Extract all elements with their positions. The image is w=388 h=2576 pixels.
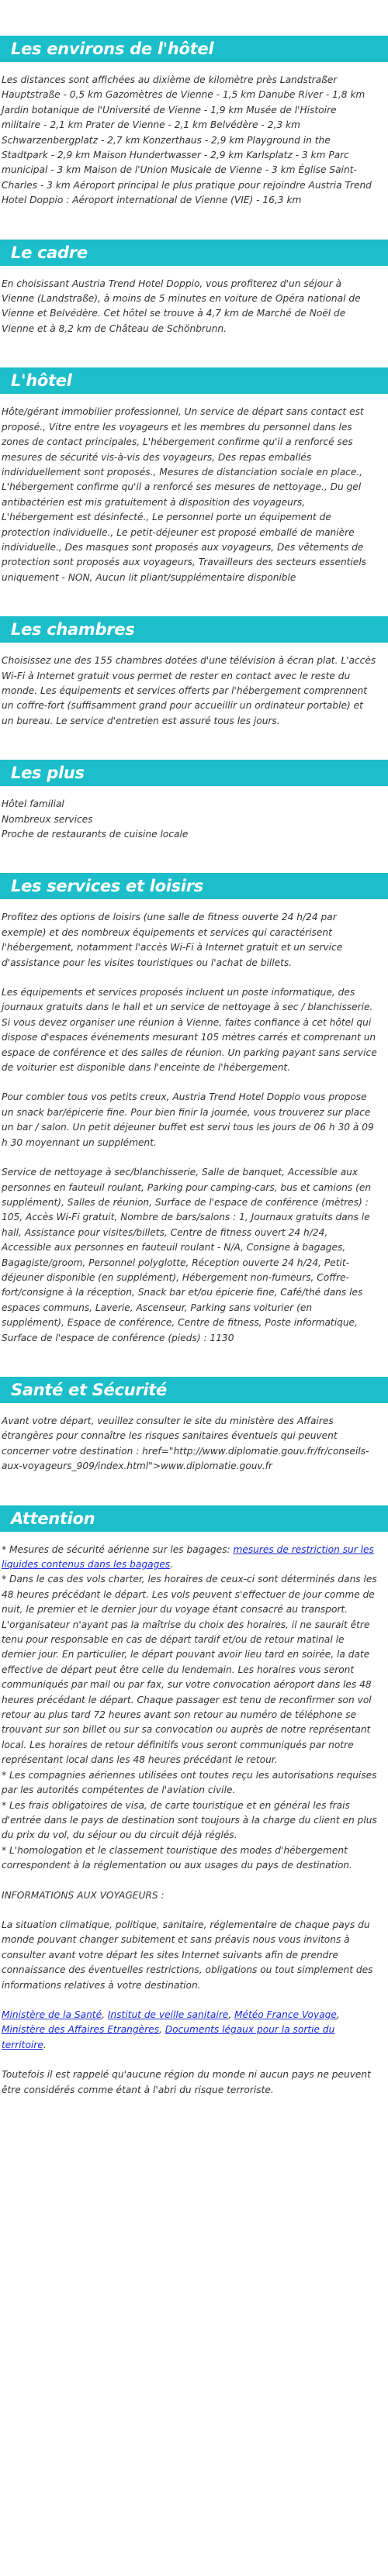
services-paragraph: Service de nettoyage à sec/blanchisserie, Salle de banquet, Accessible aux personnes en fauteuil roulant, Parking pour camping-cars, bus et camions (en supplément), Salles de réunion, Surface de l'espace de conférence (mètres) : 105, Accès Wi-Fi gratuit, Nombre de bars/salons : 1, Journaux gratuits dans le hall, Assistance pour visites/billets, Centre de fitness ouvert 24 h/24, Accessible aux personnes en fauteuil roulant - N/A, Consigne à bagages, Bagagiste/groom, Personnel polyglotte, Réception ouverte 24 h/24, Petit-déjeuner disponible (en supplément), Hébergement non-fumeurs, Coffre-fort/consigne à la réception, Snack bar et/ou épicerie fine, Café/thé dans les espaces communs, Laverie, Ascenseur, Parking sans voiturier (en supplément), Espace de conférence, Centre de fitness, Poste informatique, Surface de l'espace de conférence (pieds) : 1130 [2, 1167, 372, 1343]
info-links [2, 2008, 377, 2053]
section-body [0, 910, 388, 1346]
section-cadre [0, 209, 388, 337]
section-body [0, 277, 388, 337]
section-services [0, 842, 388, 1346]
section-title: Les plus [11, 764, 85, 783]
section-body [0, 653, 388, 729]
info-heading: INFORMATIONS AUX VOYAGEURS : [2, 1889, 165, 1901]
link-separator: , [228, 2009, 234, 2020]
section-banner [0, 873, 388, 899]
link-ministere-sante[interactable]: Ministère de la Santé [2, 2009, 102, 2020]
hotel-text: Hôte/gérant immobilier professionnel, Un service de départ sans contact est proposé., Vitre entre les voyageurs et les membres du personnel dans les zones de contact principales, L'hébergement confirme qu'il a renforcé ses mesures de sécurité vis-à-vis des voyageurs, Des repas emballés individuellement sont proposés., Mesures de distanciation sociale en place., L'hébergement confirme qu'il a renforcé ses mesures de nettoyage., Du gel antibactérien est mis gratuitement à disposition des voyageurs, L'hébergement est désinfecté., Le personnel porte un équipement de protection individuelle., Le petit-déjeuner est proposé emballé de manière individuelle., Des masques sont proposés aux voyageurs, Des vêtements de protection sont proposés aux voyageurs, Travailleurs des secteurs essentiels uniquement - NON, Aucun lit pliant/supplémentaire disponible [2, 406, 367, 583]
environs-text: Les distances sont affichées au dixième de kilomètre près Landstraßer Hauptstraße - 0,5 km Gazomètres de Vienne - 1,5 km Danube River - 1,8 km Jardin botanique de l'Université de Vienne - 1,9 km Musée de l'Histoire militaire - 2,1 km Prater de Vienne - 2,1 km Belvédère - 2,3 km Schwarzenbergplatz - 2,7 km Konzerthaus - 2,9 km Playground in the Stadtpark - 2,9 km Maison Hundertwasser - 2,9 km Karlsplatz - 3 km Parc municipal - 3 km Maison de l'Union Musicale de Vienne - 3 km Église Saint-Charles - 3 km Aéroport principal le plus pratique pour rejoindre Austria Trend Hotel Doppio : Aéroport international de Vienne (VIE) - 16,3 km [2, 74, 372, 206]
section-sante [0, 1346, 388, 1474]
link-separator: , [158, 2024, 165, 2036]
section-banner [0, 367, 388, 394]
section-banner [0, 1505, 388, 1532]
section-title: Les services et loisirs [11, 877, 203, 896]
cadre-text: En choisissant Austria Trend Hotel Doppio, vous profiterez d'un séjour à Vienne (Landstraße), à moins de 5 minutes en voiture de Opéra national de Vienne et Belvédère. Cet hôtel se trouve à 4,7 km de Marché de Noël de Vienne et à 8,2 km de Château de Schönbrunn. [2, 278, 361, 334]
link-documents-legaux[interactable]: Documents légaux pour la sortie du territoire [2, 2024, 335, 2050]
chambres-text: Choisissez une des 155 chambres dotées d'une télévision à écran plat. L'accès Wi-Fi à Internet gratuit vous permet de rester en contact avec le reste du monde. Les équipements et services offerts par l'hébergement comprennent un coffre-fort (suffisamment grand pour accueillir un ordinateur portable) et un bureau. Le service d'entretien est assuré tous les jours. [2, 655, 376, 726]
links-end: . [43, 2039, 47, 2050]
section-title: Les environs de l'hôtel [11, 40, 214, 58]
attention-intro-prefix: * Mesures de sécurité aérienne sur les bagages: [2, 1543, 234, 1555]
section-body [0, 73, 388, 209]
services-paragraph: Les équipements et services proposés incluent un poste informatique, des journaux gratuits dans le hall et un service de nettoyage à sec / blanchisserie. Si vous devez organiser une réunion à Vienne, faites confiance à cet hôtel qui dispose d'espaces événements mesurant 105 mètres carrés et comprenant un espace de conférence et des salles de réunion. Un parking payant sans service de voiturier est disponible dans l'enceinte de l'hébergement. [2, 987, 377, 1074]
services-paragraph: Pour combler tous vos petits creux, Austria Trend Hotel Doppio vous propose un snack bar/épicerie fine. Pour bien finir la journée, vous trouverez sur place un bar / salon. Un petit déjeuner buffet est servi tous les jours de 06 h 30 à 09 h 30 moyennant un supplément. [2, 1091, 374, 1148]
section-title: Les chambres [11, 620, 135, 640]
link-separator: , [102, 2009, 108, 2020]
section-hotel [0, 336, 388, 585]
section-chambres [0, 585, 388, 729]
info-text: La situation climatique, politique, sanitaire, réglementaire de chaque pays du monde pouvant changer subitement et sans préavis nous vous invitons à consulter avant votre départ les sites Internet suivants afin de prendre connaissance des éventuelles restrictions, obligations ou tout simplement des informations relatives à votre destination. [2, 1919, 373, 1991]
section-title: Santé et Sécurité [11, 1380, 167, 1399]
list-item: Nombreux services [2, 813, 93, 825]
attention-line: * Dans le cas des vols charter, les horaires de ceux-ci sont déterminés dans les 48 heures précédant le départ. Les vols peuvent s'effectuer de jour comme de nuit, le premier et le dernier jour du voyage étant consacré au transport. L'organisateur n'ayant pas la maîtrise du choix des horaires, il ne saurait être tenu pour responsable en cas de départ tardif et/ou de retour matinal le dernier jour. En particulier, le départ pouvant avoir lieu tard en soirée, la date effective de départ peut être celle du lendemain. Les horaires vous seront communiqués par mail ou par fax, sur votre convocation aéroport dans les 48 heures précédant le départ. Chaque passager est tenu de reconfirmer son vol retour au plus tard 72 heures avant son retour au numéro de téléphone se trouvant sur son billet ou sur sa convocation ou auprès de notre représentant local. Les horaires de retour définitifs vous seront communiqués par notre représentant local dans les 48 heures précédant le retour. [2, 1574, 377, 1766]
section-body [0, 1414, 388, 1474]
section-attention [0, 1474, 388, 2098]
section-body [0, 1543, 388, 2098]
section-title: L'hôtel [11, 371, 72, 391]
section-banner [0, 240, 388, 266]
section-plus [0, 729, 388, 842]
liquids-restriction-link[interactable]: mesures de restriction sur les liquides contenus dans les bagages [2, 1543, 374, 1570]
list-item: Proche de restaurants de cuisine locale [2, 829, 189, 840]
section-title: Attention [11, 1509, 95, 1528]
attention-intro-suffix: . [170, 1559, 174, 1570]
section-banner [0, 36, 388, 62]
plus-list [0, 797, 388, 842]
link-affaires-etrangeres[interactable]: Ministère des Affaires Etrangères [2, 2024, 159, 2036]
link-meteo-france[interactable]: Météo France Voyage [234, 2009, 337, 2020]
link-separator: , [336, 2009, 340, 2020]
closing-text: Toutefois il est rappelé qu'aucune région du monde ni aucun pays ne peuvent être considérés comme étant à l'abri du risque terroriste. [2, 2069, 371, 2095]
sante-text: Avant votre départ, veuillez consulter le site du ministère des Affaires étrangères pour connaître les risques sanitaires éventuels qui peuvent concerner votre destination : href="http://www.diplomatie.gouv.fr/fr/conseils-aux-voyageurs_909/index.html">www.diplomatie.gouv.fr [2, 1415, 369, 1472]
services-paragraph: Profitez des options de loisirs (une salle de fitness ouverte 24 h/24 par exemple) et des nombreux équipements et services qui caractérisent l'hébergement, notamment l'accès Wi-Fi à Internet gratuit et un service d'assistance pour les visites touristiques ou l'achat de billets. [2, 912, 343, 968]
section-banner [0, 1377, 388, 1403]
attention-line: * L'homologation et le classement touristique des modes d'hébergement correspondent à la réglementation ou aux usages du pays de destination. [2, 1844, 352, 1871]
attention-line: * Les compagnies aériennes utilisées ont toutes reçu les autorisations requises par les autorités compétentes de l'aviation civile. [2, 1769, 377, 1796]
list-item: Hôtel familial [2, 798, 64, 810]
attention-line: * Les frais obligatoires de visa, de carte touristique et en général les frais d'entrée dans le pays de destination sont toujours à la charge du client en plus du prix du vol, du séjour ou du circuit déjà réglés. [2, 1799, 377, 1841]
section-banner [0, 616, 388, 643]
section-banner [0, 760, 388, 786]
section-environs [0, 0, 388, 209]
attention-intro [2, 1543, 377, 1573]
section-body [0, 405, 388, 585]
section-title: Le cadre [11, 243, 88, 262]
link-veille-sanitaire[interactable]: Institut de veille sanitaire [107, 2009, 229, 2020]
